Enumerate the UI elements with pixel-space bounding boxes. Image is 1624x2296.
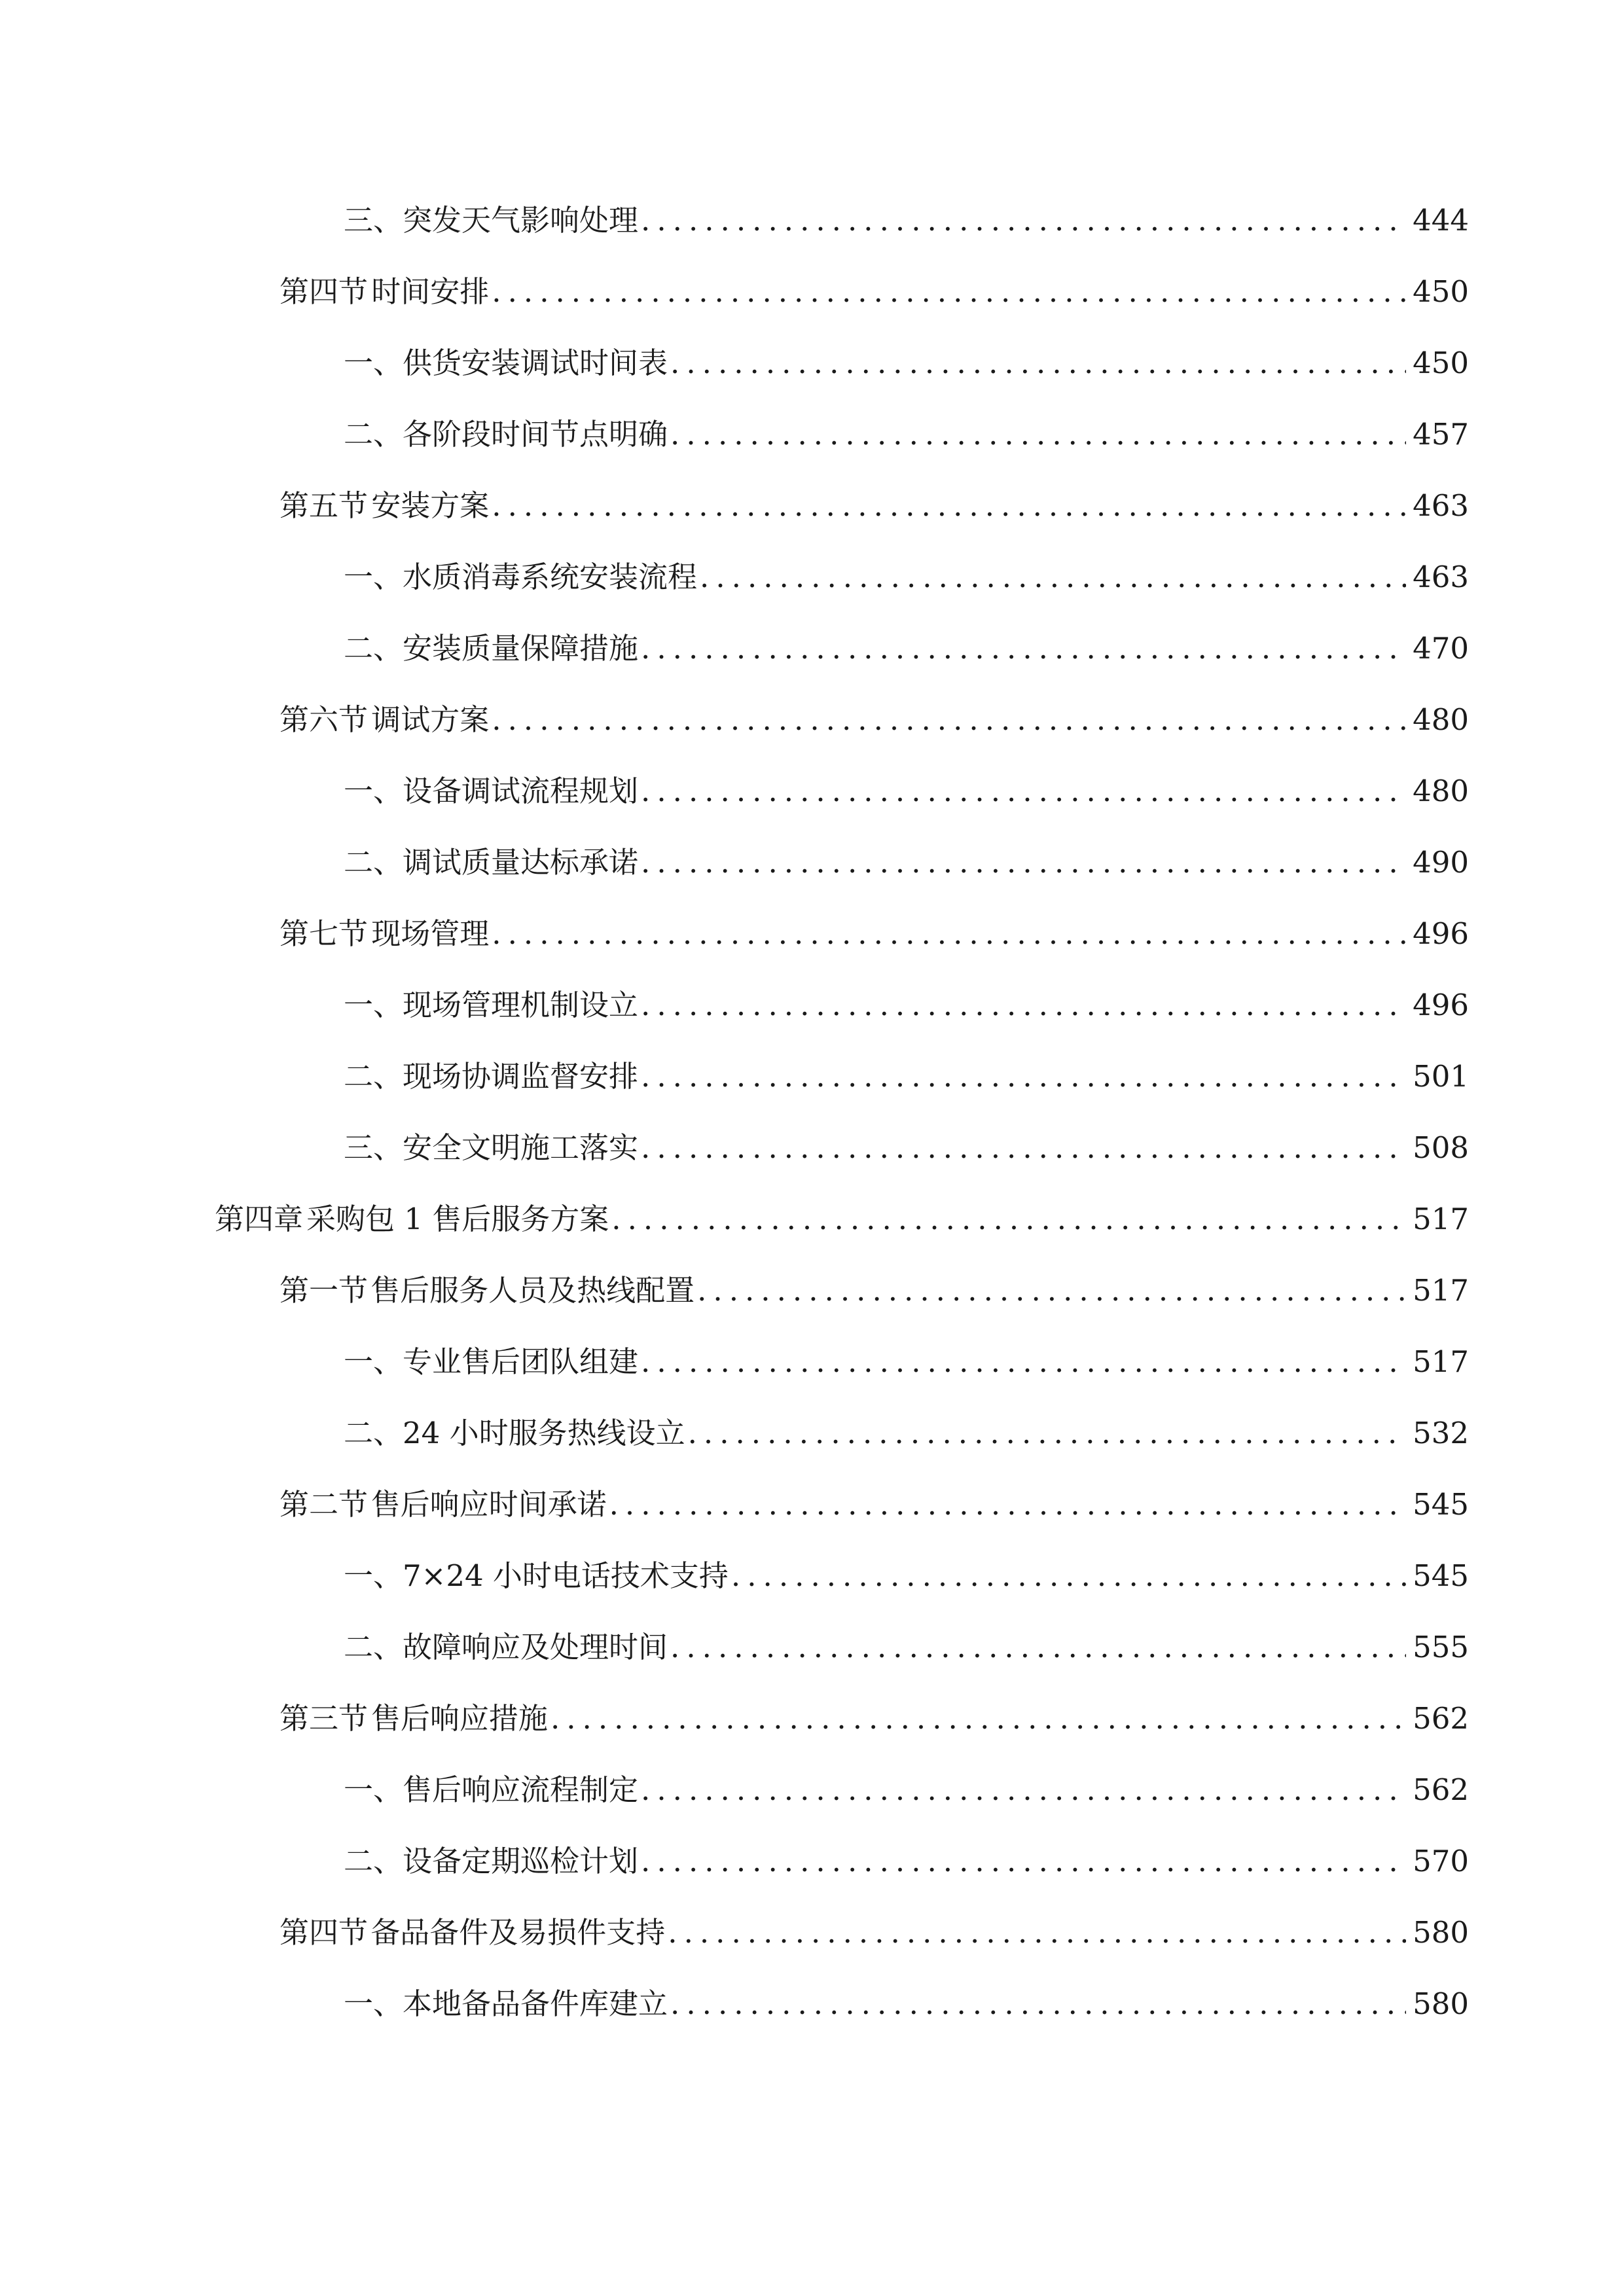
toc-entry-title: 安全文明施工落实 [403, 1130, 639, 1165]
toc-entry-title: 采购包 1 售后服务方案 [306, 1202, 609, 1236]
toc-entry[interactable] [344, 196, 1469, 242]
toc-entry-page: 444 [1413, 203, 1469, 238]
toc-entry[interactable] [344, 1623, 1469, 1669]
toc-entry-title: 水质消毒系统安装流程 [403, 560, 698, 594]
toc-entry-page: 457 [1413, 417, 1469, 452]
toc-entry[interactable] [344, 838, 1469, 884]
toc-entry[interactable] [280, 1480, 1469, 1526]
toc-entry-page: 517 [1413, 1344, 1469, 1379]
toc-entry-number: 第四节 [280, 274, 369, 309]
dot-leader [641, 1772, 1406, 1807]
toc-entry-page: 555 [1413, 1630, 1469, 1664]
toc-entry-number: 一、 [344, 774, 403, 808]
toc-entry-title: 售后服务人员及热线配置 [370, 1273, 695, 1308]
toc-entry[interactable] [344, 339, 1469, 385]
toc-entry-number: 一、 [344, 1986, 403, 2021]
toc-entry[interactable] [215, 1195, 1469, 1241]
toc-entry-title: 售后响应措施 [370, 1701, 548, 1736]
toc-entry-page: 450 [1413, 346, 1469, 380]
dot-leader [670, 1986, 1406, 2021]
toc-entry-page: 450 [1413, 274, 1469, 309]
dot-leader [697, 1273, 1406, 1308]
toc-entry-number: 二、 [344, 417, 403, 452]
toc-entry-page: 496 [1413, 916, 1469, 951]
dot-leader [492, 916, 1406, 951]
toc-entry-page: 517 [1413, 1273, 1469, 1308]
toc-entry[interactable] [344, 410, 1469, 456]
dot-leader [492, 274, 1406, 309]
dot-leader [641, 845, 1406, 880]
dot-leader [670, 417, 1406, 452]
dot-leader [641, 988, 1406, 1022]
toc-entry-title: 安装方案 [371, 488, 490, 523]
toc-entry-number: 第四章 [215, 1202, 304, 1236]
dot-leader [492, 488, 1406, 523]
toc-entry[interactable] [344, 981, 1469, 1027]
dot-leader [670, 1630, 1406, 1664]
toc-entry-number: 第五节 [280, 488, 369, 523]
toc-entry-title: 7×24 小时电话技术支持 [403, 1558, 729, 1593]
dot-leader [641, 203, 1406, 238]
dot-leader [641, 1130, 1406, 1165]
toc-entry-title: 现场管理 [371, 916, 490, 951]
toc-entry-number: 二、 [344, 1630, 403, 1664]
toc-entry[interactable] [280, 910, 1469, 956]
toc-entry-number: 一、 [344, 560, 403, 594]
toc-entry-number: 二、 [344, 1416, 403, 1450]
toc-entry-title: 设备定期巡检计划 [403, 1844, 639, 1878]
toc-entry-page: 480 [1413, 774, 1469, 808]
toc-entry-page: 496 [1413, 988, 1469, 1022]
toc-entry-number: 一、 [344, 988, 403, 1022]
toc-entry-title: 安装质量保障措施 [403, 631, 639, 666]
toc-entry-page: 501 [1413, 1059, 1469, 1094]
toc-entry-number: 第三节 [280, 1701, 369, 1736]
dot-leader [641, 774, 1406, 808]
toc-entry-page: 517 [1413, 1202, 1469, 1236]
toc-entry[interactable] [344, 1052, 1469, 1098]
toc-entry-title: 本地备品备件库建立 [403, 1986, 668, 2021]
toc-entry[interactable] [280, 482, 1469, 528]
toc-entry-page: 570 [1413, 1844, 1469, 1878]
toc-entry[interactable] [280, 268, 1469, 314]
toc-entry-number: 第七节 [280, 916, 369, 951]
toc-entry-number: 三、 [344, 203, 403, 238]
toc-entry[interactable] [344, 1409, 1469, 1455]
toc-entry-number: 三、 [344, 1130, 403, 1165]
toc-entry-page: 545 [1413, 1558, 1469, 1593]
toc-entry[interactable] [280, 1909, 1469, 1954]
toc-entry-title: 备品备件及易损件支持 [370, 1915, 666, 1950]
dot-leader [492, 702, 1406, 737]
toc-entry-title: 售后响应流程制定 [403, 1772, 639, 1807]
dot-leader [688, 1416, 1407, 1450]
dot-leader [641, 1344, 1406, 1379]
toc-entry-title: 24 小时服务热线设立 [403, 1416, 685, 1450]
toc-entry-title: 设备调试流程规划 [403, 774, 639, 808]
dot-leader [731, 1558, 1406, 1593]
toc-entry-page: 580 [1413, 1986, 1469, 2021]
toc-entry-page: 508 [1413, 1130, 1469, 1165]
toc-entry-title: 专业售后团队组建 [403, 1344, 639, 1379]
dot-leader [668, 1915, 1406, 1950]
toc-entry[interactable] [344, 767, 1469, 813]
toc-entry-title: 调试质量达标承诺 [403, 845, 639, 880]
dot-leader [550, 1701, 1406, 1736]
toc-entry-title: 现场协调监督安排 [403, 1059, 639, 1094]
toc-entry-number: 二、 [344, 1059, 403, 1094]
toc-entry[interactable] [344, 1552, 1469, 1598]
dot-leader [641, 1059, 1406, 1094]
toc-entry-number: 第一节 [280, 1273, 369, 1308]
toc-entry-title: 供货安装调试时间表 [403, 346, 668, 380]
toc-entry[interactable] [344, 1766, 1469, 1812]
toc-entry-title: 时间安排 [371, 274, 490, 309]
toc-entry-page: 532 [1413, 1416, 1469, 1450]
toc-entry-title: 各阶段时间节点明确 [403, 417, 668, 452]
toc-entry-page: 562 [1413, 1772, 1469, 1807]
toc-entry[interactable] [344, 1837, 1469, 1883]
toc-entry-page: 562 [1413, 1701, 1469, 1736]
toc-entry-page: 545 [1413, 1487, 1469, 1522]
dot-leader [611, 1202, 1406, 1236]
toc-entry-title: 现场管理机制设立 [403, 988, 639, 1022]
toc-entry[interactable] [344, 1338, 1469, 1384]
toc-entry-page: 470 [1413, 631, 1469, 666]
toc-entry-page: 490 [1413, 845, 1469, 880]
toc-entry-number: 二、 [344, 845, 403, 880]
toc-entry-number: 一、 [344, 1772, 403, 1807]
dot-leader [609, 1487, 1406, 1522]
toc-entry-number: 第六节 [280, 702, 369, 737]
dot-leader [670, 346, 1406, 380]
dot-leader [641, 1844, 1406, 1878]
toc-entry-page: 463 [1413, 488, 1469, 523]
toc-entry-title: 突发天气影响处理 [403, 203, 639, 238]
toc-entry-page: 463 [1413, 560, 1469, 594]
dot-leader [641, 631, 1406, 666]
toc-entry-number: 第二节 [280, 1487, 369, 1522]
toc-entry[interactable] [280, 1695, 1469, 1740]
toc-entry[interactable] [344, 1980, 1469, 2026]
toc-entry[interactable] [344, 624, 1469, 670]
toc-entry-page: 580 [1413, 1915, 1469, 1950]
toc-entry[interactable] [280, 1266, 1469, 1312]
toc-entry[interactable] [344, 1124, 1469, 1170]
toc-entry[interactable] [280, 696, 1469, 742]
toc-entry-number: 一、 [344, 346, 403, 380]
toc-entry[interactable] [344, 553, 1469, 599]
toc-entry-number: 二、 [344, 631, 403, 666]
toc-entry-title: 故障响应及处理时间 [403, 1630, 668, 1664]
toc-entry-number: 一、 [344, 1344, 403, 1379]
toc-entry-number: 一、 [344, 1558, 403, 1593]
toc-entry-title: 调试方案 [371, 702, 490, 737]
toc-entry-page: 480 [1413, 702, 1469, 737]
toc-entry-number: 第四节 [280, 1915, 369, 1950]
toc-entry-number: 二、 [344, 1844, 403, 1878]
toc-entry-title: 售后响应时间承诺 [370, 1487, 607, 1522]
dot-leader [700, 560, 1406, 594]
